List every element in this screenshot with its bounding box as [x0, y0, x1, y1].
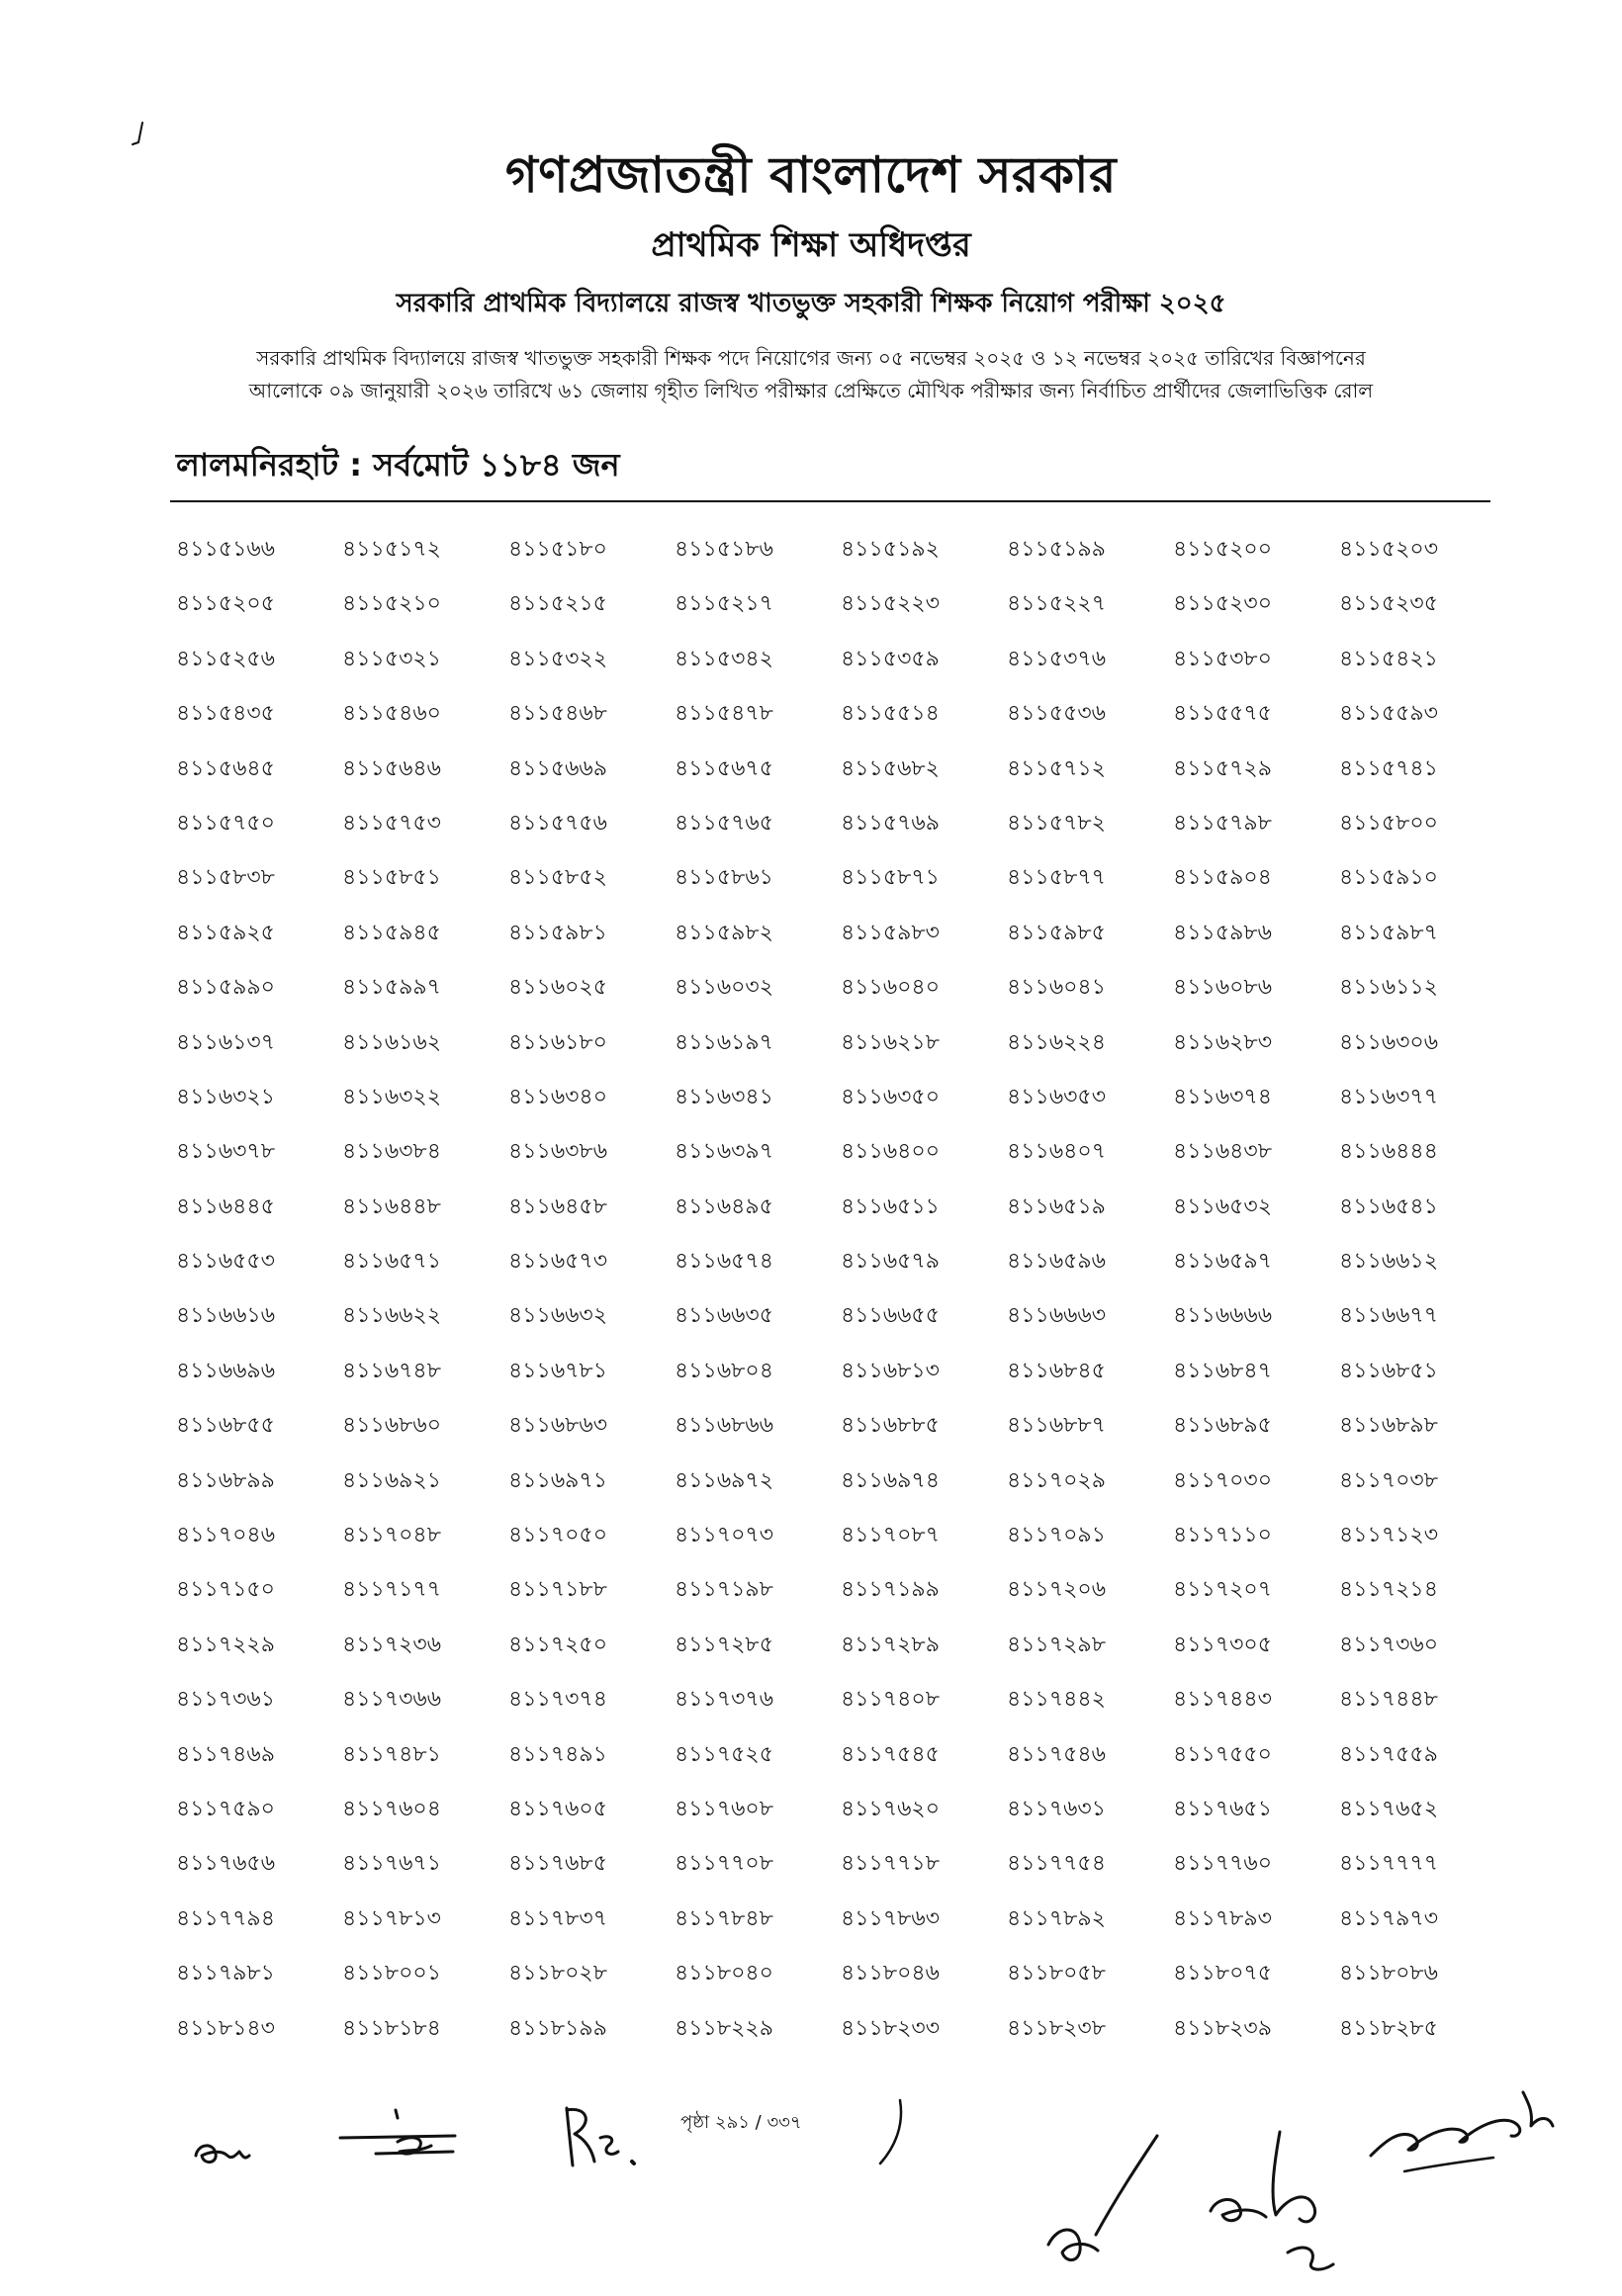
roll-number: ৪১১৬৩৫০	[841, 1084, 941, 1109]
roll-number: ৪১১৬৪০৭	[1007, 1139, 1107, 1165]
roll-number: ৪১১৮০৭৫	[1173, 1961, 1272, 1987]
roll-number-grid	[176, 536, 1521, 2070]
roll-number: ৪১১৭০৩০	[1173, 1467, 1273, 1493]
roll-number: ৪১১৫২২৩	[841, 591, 941, 617]
roll-number: ৪১১৬৯২১	[342, 1467, 441, 1493]
roll-number: ৪১১৮০৮৬	[1339, 1961, 1438, 1987]
roll-number: ৪১১৫১৮৬	[675, 537, 773, 562]
roll-number: ৪১১৬০৩২	[675, 975, 774, 1001]
roll-number: ৪১১৭৬৫১	[1173, 1796, 1272, 1821]
roll-number: ৪১১৫৯৮৫	[1007, 920, 1106, 945]
signature-initial-1	[188, 2126, 257, 2175]
roll-number: ৪১১৬৬৯৬	[176, 1358, 276, 1383]
roll-number: ৪১১৫৭৬৯	[841, 810, 940, 836]
roll-number: ৪১১৬৩৭৮	[176, 1139, 276, 1165]
roll-number: ৪১১৫২০০	[1173, 537, 1273, 562]
roll-number: ৪১১৭৭১৮	[841, 1851, 940, 1877]
roll-number: ৪১১৫৪৩৫	[176, 701, 275, 727]
roll-number: ৪১১৫১৮০	[508, 537, 607, 562]
roll-number: ৪১১৫১৬৬	[176, 537, 275, 562]
roll-number: ৪১১৭০২৯	[1007, 1467, 1107, 1493]
roll-number: ৪১১৫৪৭৮	[675, 701, 773, 727]
roll-number: ৪১১৭৪৪২	[1007, 1687, 1106, 1713]
roll-number: ৪১১৬৪৪৮	[342, 1193, 441, 1219]
roll-number: ৪১১৬৫৪১	[1339, 1193, 1438, 1219]
roll-number: ৪১১৭৯৭৩	[1339, 1905, 1439, 1931]
roll-number: ৪১১৫৭১২	[1007, 755, 1106, 781]
roll-number: ৪১১৬৬৬৬	[1173, 1303, 1273, 1329]
roll-number: ৪১১৫৬৪৬	[342, 755, 441, 781]
roll-number: ৪১১৫৭৬৫	[675, 810, 773, 836]
roll-number: ৪১১৭৭৭৭	[1339, 1851, 1439, 1877]
roll-number: ৪১১৬৫৭৪	[675, 1249, 773, 1275]
page-number-flourish	[870, 2094, 910, 2173]
roll-number: ৪১১৫৯৮৭	[1339, 920, 1438, 945]
roll-number: ৪১১৭৭০৮	[675, 1851, 774, 1877]
district-heading: লালমনিরহাট : সর্বমোট ১১৮৪ জন	[176, 446, 620, 484]
roll-number: ৪১১৬০৪১	[1007, 975, 1106, 1001]
roll-number: ৪১১৫৯৮২	[675, 920, 773, 945]
pen-tick-mark	[129, 119, 148, 148]
roll-number: ৪১১৮২৩৮	[1007, 2015, 1106, 2041]
roll-number: ৪১১৬৫৭৯	[841, 1249, 940, 1275]
signature-initial-3	[559, 2100, 648, 2179]
roll-number: ৪১১৫৫১৪	[841, 701, 940, 727]
roll-number: ৪১১৮১৯৯	[508, 2015, 607, 2041]
roll-number: ৪১১৫৮৭৭	[1007, 865, 1106, 891]
roll-number: ৪১১৬৩৪০	[508, 1084, 608, 1109]
roll-number: ৪১১৬৬১২	[1339, 1249, 1439, 1275]
roll-number: ৪১১৭৩৭৪	[508, 1687, 608, 1713]
roll-number: ৪১১৬৫৫৩	[176, 1249, 275, 1275]
heading-divider	[170, 500, 1490, 502]
roll-number: ৪১১৬০৪০	[841, 975, 941, 1001]
roll-number: ৪১১৭৬০৫	[508, 1796, 608, 1821]
roll-number: ৪১১৮০০১	[342, 1961, 441, 1987]
roll-number: ৪১১৭১৯৮	[675, 1577, 773, 1603]
roll-number: ৪১১৫৩৭৬	[1007, 646, 1107, 671]
roll-number: ৪১১৬৩৯৭	[675, 1139, 774, 1165]
roll-number: ৪১১৬৬৫৫	[841, 1303, 940, 1329]
roll-number: ৪১১৬৭৪৮	[342, 1358, 441, 1383]
roll-number: ৪১১৫৩৪২	[675, 646, 773, 671]
roll-number: ৪১১৬৫৭৩	[508, 1249, 608, 1275]
roll-number: ৪১১৭৩০৫	[1173, 1632, 1273, 1657]
roll-number: ৪১১৬৪৪৫	[176, 1193, 275, 1219]
roll-number: ৪১১৭০৫০	[508, 1523, 608, 1548]
roll-number: ৪১১৮২৮৫	[1339, 2015, 1438, 2041]
roll-number: ৪১১৬৫১৯	[1007, 1193, 1106, 1219]
roll-number: ৪১১৭০৮৭	[841, 1523, 941, 1548]
roll-number: ৪১১৬৮৫১	[1339, 1358, 1438, 1383]
roll-number: ৪১১৮১৪৩	[176, 2015, 275, 2041]
government-title: গণপ্রজাতন্ত্রী বাংলাদেশ সরকার	[505, 146, 1117, 204]
roll-number: ৪১১৭৩৭৬	[675, 1687, 774, 1713]
roll-number: ৪১১৬১৬২	[342, 1029, 442, 1055]
roll-number: ৪১১৫৮৭১	[841, 865, 940, 891]
roll-number: ৪১১৬০২৫	[508, 975, 608, 1001]
roll-number: ৪১১৭৮৯৩	[1173, 1905, 1272, 1931]
roll-number: ৪১১৭০৪৮	[342, 1523, 441, 1548]
roll-number: ৪১১৭৬৮৫	[508, 1851, 607, 1877]
roll-number: ৪১১৭১২৩	[1339, 1523, 1439, 1548]
roll-number: ৪১১৭০৭৩	[675, 1523, 774, 1548]
roll-number: ৪১১৭৮১৩	[342, 1905, 441, 1931]
roll-number: ৪১১৫৮৩৮	[176, 865, 275, 891]
roll-number: ৪১১৭৩৬০	[1339, 1632, 1439, 1657]
roll-number: ৪১১৭৫৫৯	[1339, 1741, 1438, 1767]
notice-line-1: সরকারি প্রাথমিক বিদ্যালয়ে রাজস্ব খাতভুক্ত সহকারী শিক্ষক পদে নিয়োগের জন্য ০৫ নভেম্বর ২০২৫ ও ১২ নভেম্বর ২০২৫ তারিখের বিজ্ঞাপনের	[256, 346, 1366, 370]
roll-number: ৪১১৫১৯২	[841, 537, 940, 562]
roll-number: ৪১১৫৪২১	[1339, 646, 1438, 671]
roll-number: ৪১১৬৫৩২	[1173, 1193, 1273, 1219]
roll-number: ৪১১৭৫৪৬	[1007, 1741, 1106, 1767]
roll-number: ৪১১৬১৩৭	[176, 1029, 276, 1055]
roll-number: ৪১১৭৫৫০	[1173, 1741, 1272, 1767]
roll-number: ৪১১৬২২৪	[1007, 1029, 1107, 1055]
roll-number: ৪১১৫৮৫১	[342, 865, 441, 891]
roll-number: ৪১১৫৭৮২	[1007, 810, 1106, 836]
roll-number: ৪১১৬৬৩৫	[675, 1303, 774, 1329]
roll-number: ৪১১৬৩৫৩	[1007, 1084, 1107, 1109]
roll-number: ৪১১৭৪৪৩	[1173, 1687, 1272, 1713]
roll-number: ৪১১৫৯৮১	[508, 920, 607, 945]
roll-number: ৪১১৬৮৯৫	[1173, 1413, 1272, 1439]
roll-number: ৪১১৭৮৬৩	[841, 1905, 941, 1931]
roll-number: ৪১১৬১১২	[1339, 975, 1438, 1001]
roll-number: ৪১১৭৭৬০	[1173, 1851, 1273, 1877]
roll-number: ৪১১৬৩৪১	[675, 1084, 773, 1109]
roll-number: ৪১১৫৭২৯	[1173, 755, 1272, 781]
roll-number: ৪১১৭০৯১	[1007, 1523, 1106, 1548]
roll-number: ৪১১৬৮৬৩	[508, 1413, 608, 1439]
exam-title: সরকারি প্রাথমিক বিদ্যালয়ে রাজস্ব খাতভুক্ত সহকারী শিক্ষক নিয়োগ পরীক্ষা ২০২৫	[396, 289, 1226, 318]
roll-number: ৪১১৫১৯৯	[1007, 537, 1106, 562]
roll-number: ৪১১৬৭৮১	[508, 1358, 607, 1383]
roll-number: ৪১১৫৫৩৬	[1007, 701, 1106, 727]
roll-number: ৪১১৬৪০০	[841, 1139, 941, 1165]
roll-number: ৪১১৫৭৫৬	[508, 810, 607, 836]
roll-number: ৪১১৫২১৫	[508, 591, 607, 617]
roll-number: ৪১১৫২৫৬	[176, 646, 275, 671]
roll-number: ৪১১৬৫৯৭	[1173, 1249, 1272, 1275]
roll-number: ৪১১৬৮০৪	[675, 1358, 773, 1383]
roll-number: ৪১১৫৬৮২	[841, 755, 940, 781]
roll-number: ৪১১৫২১৭	[675, 591, 773, 617]
roll-number: ৪১১৭১৫০	[176, 1577, 275, 1603]
roll-number: ৪১১৫৮৫২	[508, 865, 607, 891]
roll-number: ৪১১৭৬৭১	[342, 1851, 442, 1877]
roll-number: ৪১১৬৪৪৪	[1339, 1139, 1438, 1165]
roll-number: ৪১১৬৩২২	[342, 1084, 442, 1109]
signature-initial-2	[336, 2104, 475, 2173]
roll-number: ৪১১৭৫২৫	[675, 1741, 773, 1767]
roll-number: ৪১১৫২১০	[342, 591, 441, 617]
roll-number: ৪১১৬৬৭৭	[1339, 1303, 1439, 1329]
roll-number: ৪১১৫২৩৫	[1339, 591, 1438, 617]
roll-number: ৪১১৬৫৯৬	[1007, 1249, 1106, 1275]
roll-number: ৪১১৭৮৪৮	[675, 1905, 773, 1931]
roll-number: ৪১১৫৭৫৩	[342, 810, 441, 836]
roll-number: ৪১১৭০৩৮	[1339, 1467, 1439, 1493]
signature-bottom-1	[1038, 2126, 1177, 2274]
roll-number: ৪১১৭৬৩১	[1007, 1796, 1107, 1821]
roll-number: ৪১১৫৮০০	[1339, 810, 1438, 836]
roll-number: ৪১১৬০৮৬	[1173, 975, 1273, 1001]
roll-number: ৪১১৭৭৯৪	[176, 1905, 275, 1931]
roll-number: ৪১১৬৬১৬	[176, 1303, 276, 1329]
signature-bottom-2	[1197, 2126, 1385, 2284]
roll-number: ৪১১৬৪৯৫	[675, 1193, 773, 1219]
roll-number: ৪১১৬৯৭১	[508, 1467, 607, 1493]
notice-line-2: আলোকে ০৯ জানুয়ারী ২০২৬ তারিখে ৬১ জেলায় গৃহীত লিখিত পরীক্ষার প্রেক্ষিতে মৌখিক পরীক্ষার জন্য নির্বাচিত প্রার্থীদের জেলাভিত্তিক রোল	[248, 379, 1374, 402]
roll-number: ৪১১৭২৮৯	[841, 1632, 940, 1657]
roll-number: ৪১১৭৪৮১	[342, 1741, 441, 1767]
roll-number: ৪১১৭৪৯১	[508, 1741, 607, 1767]
roll-number: ৪১১৬৫৭১	[342, 1249, 441, 1275]
roll-number: ৪১১৭৭৫৪	[1007, 1851, 1106, 1877]
roll-number: ৪১১৫৩৫৯	[841, 646, 940, 671]
roll-number: ৪১১৫২৩০	[1173, 591, 1273, 617]
roll-number: ৪১১৬২১৮	[841, 1029, 940, 1055]
roll-number: ৪১১৫৬৪৫	[176, 755, 275, 781]
roll-number: ৪১১৫৬৬৯	[508, 755, 607, 781]
notice-text	[148, 342, 1474, 407]
roll-number: ৪১১৫৭৪১	[1339, 755, 1438, 781]
roll-number: ৪১১৮২২৯	[675, 2015, 773, 2041]
roll-number: ৪১১৬৮৯৮	[1339, 1413, 1438, 1439]
roll-number: ৪১১৬৯৭২	[675, 1467, 774, 1493]
roll-number: ৪১১৫৫৯৩	[1339, 701, 1438, 727]
roll-number: ৪১১৬৩৭৭	[1339, 1084, 1439, 1109]
roll-number: ৪১১৭৯৮১	[176, 1961, 275, 1987]
roll-number: ৪১১৬৬২২	[342, 1303, 442, 1329]
signature-bottom-3	[1365, 2086, 1563, 2195]
directorate-title: প্রাথমিক শিক্ষা অধিদপ্তর	[651, 225, 971, 265]
roll-number: ৪১১৬৩৮৪	[342, 1139, 441, 1165]
roll-number: ৪১১৬১৮০	[508, 1029, 607, 1055]
roll-number: ৪১১৫৭৯৮	[1173, 810, 1272, 836]
roll-number: ৪১১৮১৮৪	[342, 2015, 441, 2041]
roll-number: ৪১১৭২০৬	[1007, 1577, 1107, 1603]
roll-number: ৪১১৫৭৫০	[176, 810, 275, 836]
roll-number: ৪১১৭১১০	[1173, 1523, 1272, 1548]
roll-number: ৪১১৭৪৬৯	[176, 1741, 275, 1767]
roll-number: ৪১১৭২০৭	[1173, 1577, 1273, 1603]
roll-number: ৪১১৭৫৯০	[176, 1796, 275, 1821]
roll-number: ৪১১৫৯০৪	[1173, 865, 1272, 891]
roll-number: ৪১১৮০৫৮	[1007, 1961, 1106, 1987]
roll-number: ৪১১৫২০৫	[176, 591, 275, 617]
roll-number: ৪১১৭৬৫৬	[176, 1851, 276, 1877]
roll-number: ৪১১৭২৩৬	[342, 1632, 442, 1657]
roll-number: ৪১১৭৬০৪	[342, 1796, 442, 1821]
roll-number: ৪১১৭৬৫২	[1339, 1796, 1439, 1821]
roll-number: ৪১১৫৯২৫	[176, 920, 275, 945]
roll-number: ৪১১৫৮৬১	[675, 865, 773, 891]
roll-number: ৪১১৬৪৫৮	[508, 1193, 607, 1219]
roll-number: ৪১১৫৫৭৫	[1173, 701, 1272, 727]
roll-number: ৪১১৭৩৬১	[176, 1687, 276, 1713]
roll-number: ৪১১৭৪০৮	[841, 1687, 940, 1713]
roll-number: ৪১১৭২২৯	[176, 1632, 276, 1657]
roll-number: ৪১১৫৪৬০	[342, 701, 441, 727]
roll-number: ৪১১৫৬৭৫	[675, 755, 773, 781]
roll-number: ৪১১৬৫১১	[841, 1193, 940, 1219]
roll-number: ৪১১৫৩২১	[342, 646, 441, 671]
roll-number: ৪১১৭১৯৯	[841, 1577, 940, 1603]
roll-number: ৪১১৫৯৪৫	[342, 920, 441, 945]
roll-number: ৪১১৮২৩৩	[841, 2015, 941, 2041]
roll-number: ৪১১৬৮৬০	[342, 1413, 442, 1439]
roll-number: ৪১১৭৪৪৮	[1339, 1687, 1438, 1713]
roll-number: ৪১১৭২৫০	[508, 1632, 608, 1657]
roll-number: ৪১১৬৪৩৮	[1173, 1139, 1272, 1165]
roll-number: ৪১১৭২৮৫	[675, 1632, 773, 1657]
roll-number: ৪১১৭৫৪৫	[841, 1741, 940, 1767]
roll-number: ৪১১৬৮৬৬	[675, 1413, 774, 1439]
roll-number: ৪১১৭৬২০	[841, 1796, 941, 1821]
roll-number: ৪১১৭২৯৮	[1007, 1632, 1106, 1657]
roll-number: ৪১১৬৩০৬	[1339, 1029, 1439, 1055]
roll-number: ৪১১৫৯১০	[1339, 865, 1438, 891]
roll-number: ৪১১৬৬৩২	[508, 1303, 608, 1329]
roll-number: ৪১১৬৮৮৭	[1007, 1413, 1106, 1439]
roll-number: ৪১১৮০২৮	[508, 1961, 607, 1987]
roll-number: ৪১১৭৩৬৬	[342, 1687, 442, 1713]
roll-number: ৪১১৬৯৭৪	[841, 1467, 940, 1493]
roll-number: ৪১১৫৯৯০	[176, 975, 275, 1001]
roll-number: ৪১১৬৮৮৫	[841, 1413, 940, 1439]
roll-number: ৪১১৭০৪৬	[176, 1523, 276, 1548]
roll-number: ৪১১৭১৮৮	[508, 1577, 607, 1603]
roll-number: ৪১১৮০৪০	[675, 1961, 773, 1987]
roll-number: ৪১১৫২২৭	[1007, 591, 1107, 617]
roll-number: ৪১১৭৬০৮	[675, 1796, 774, 1821]
roll-number: ৪১১৫৪৬৮	[508, 701, 607, 727]
roll-number: ৪১১৭২১৪	[1339, 1577, 1438, 1603]
roll-number: ৪১১৫২০৩	[1339, 537, 1439, 562]
roll-number: ৪১১৬৮৪৫	[1007, 1358, 1106, 1383]
roll-number: ৪১১৭৮৩৭	[508, 1905, 608, 1931]
roll-number: ৪১১৫৯৯৭	[342, 975, 441, 1001]
roll-number: ৪১১৬৮৯৯	[176, 1467, 275, 1493]
roll-number: ৪১১৬৩৮৬	[508, 1139, 608, 1165]
roll-number: ৪১১৫৯৮৬	[1173, 920, 1272, 945]
roll-number: ৪১১৫৯৮৩	[841, 920, 940, 945]
roll-number: ৪১১৬৩২১	[176, 1084, 276, 1109]
roll-number: ৪১১৮০৪৬	[841, 1961, 940, 1987]
roll-number: ৪১১৬২৮৩	[1173, 1029, 1273, 1055]
roll-number: ৪১১৬৮১৩	[841, 1358, 940, 1383]
roll-number: ৪১১৬৮৫৫	[176, 1413, 275, 1439]
roll-number: ৪১১৬১৯৭	[675, 1029, 773, 1055]
roll-number: ৪১১৫৩২২	[508, 646, 608, 671]
roll-number: ৪১১৬৮৪৭	[1173, 1358, 1272, 1383]
roll-number: ৪১১৬৬৬৩	[1007, 1303, 1107, 1329]
roll-number: ৪১১৫১৭২	[342, 537, 441, 562]
roll-number: ৪১১৬৩৭৪	[1173, 1084, 1273, 1109]
roll-number: ৪১১৫৩৮০	[1173, 646, 1272, 671]
roll-number: ৪১১৭১৭৭	[342, 1577, 442, 1603]
roll-number: ৪১১৮২৩৯	[1173, 2015, 1272, 2041]
page-number: পৃষ্ঠা ২৯১ / ৩৩৭	[680, 2112, 802, 2133]
roll-number: ৪১১৭৮৯২	[1007, 1905, 1106, 1931]
